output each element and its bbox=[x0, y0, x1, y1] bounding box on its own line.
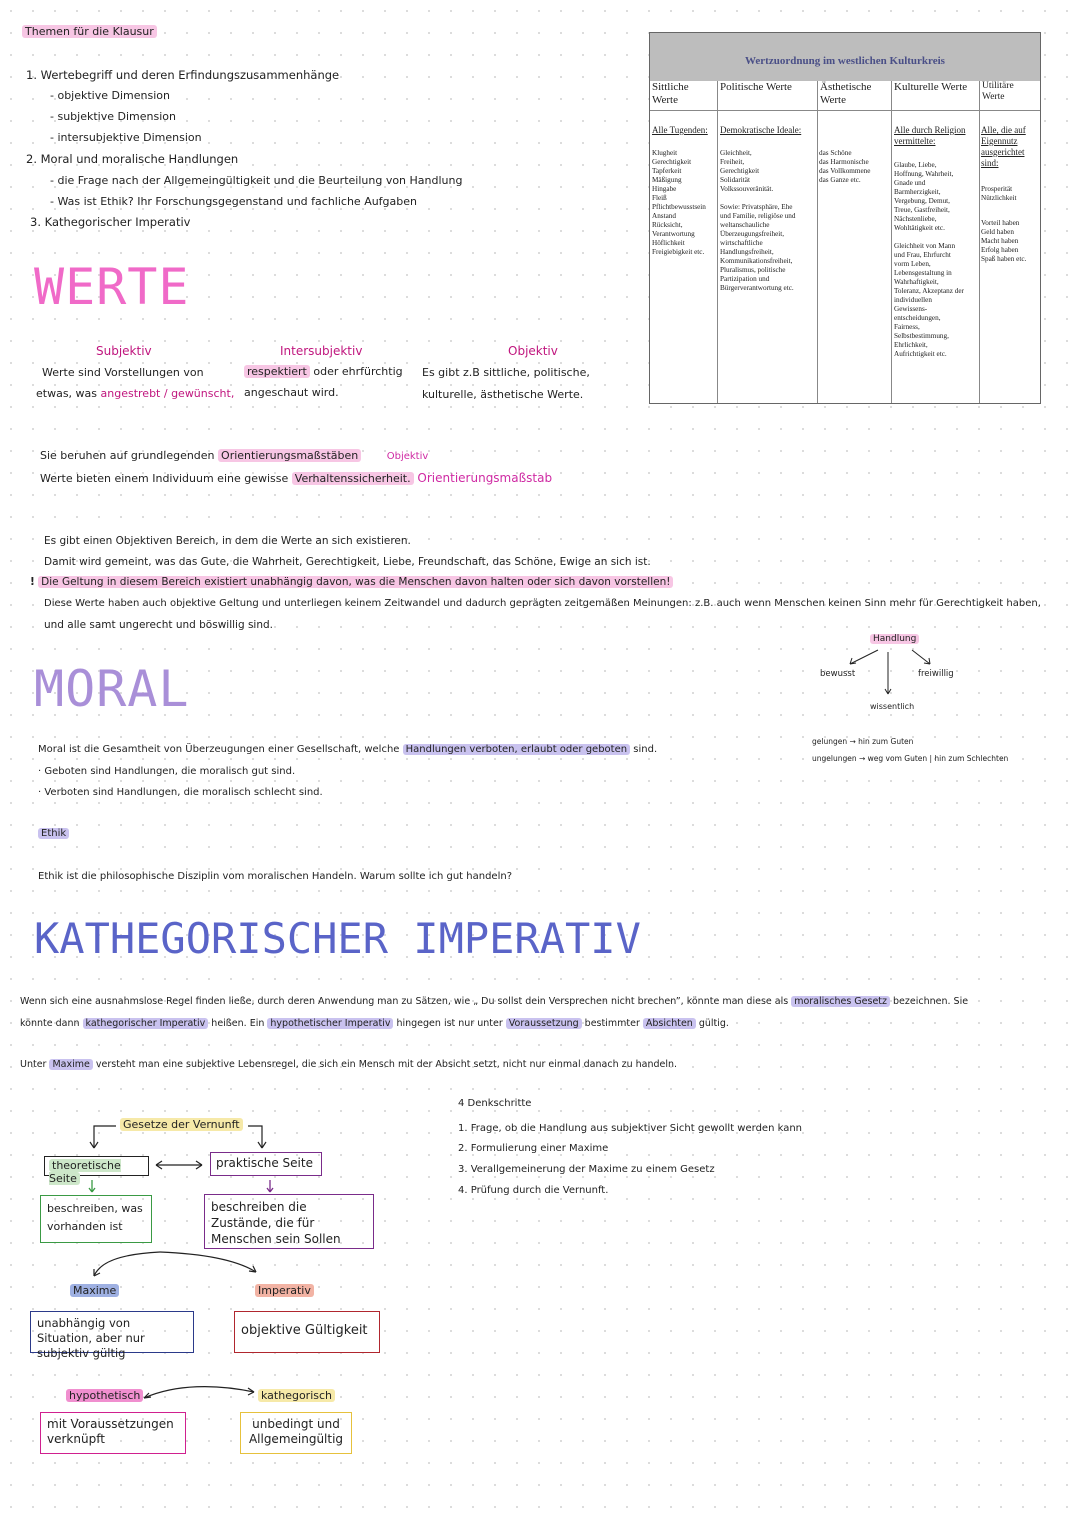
col-utilitaere-values-a: Prosperität Nützlichkeit bbox=[981, 185, 1017, 202]
denkschritte-title: 4 Denkschritte bbox=[458, 1098, 532, 1109]
imperativ-tag: Imperativ bbox=[255, 1284, 314, 1297]
topic-1: 1. Wertebegriff und deren Erfindungszusammenhänge bbox=[26, 68, 340, 82]
topic-1b: - subjektive Dimension bbox=[50, 110, 176, 123]
handlung-bewusst: bewusst bbox=[820, 669, 856, 679]
prak-desc-box: beschreiben die Zustände, die für Menschen sein Sollen bbox=[204, 1194, 374, 1249]
intersubjektiv-label: Intersubjektiv bbox=[280, 344, 363, 358]
moral-definition: Moral ist die Gesamtheit von Überzeugungen einer Gesellschaft, welche Handlungen verboten, erlaubt oder geboten sind. bbox=[38, 744, 658, 755]
werte-title: WERTE bbox=[34, 258, 190, 316]
handlung-ungelungen: ungelungen → weg vom Guten | hin zum Schlechten bbox=[812, 754, 1009, 763]
denkschritt-1: 1. Frage, ob die Handlung aus subjektiver Sicht gewollt werden kann bbox=[458, 1123, 803, 1134]
topic-1c: - intersubjektive Dimension bbox=[50, 131, 202, 144]
ethik-tag: Ethik bbox=[38, 828, 69, 839]
denkschritt-4: 4. Prüfung durch die Vernunft. bbox=[458, 1185, 609, 1196]
subjektiv-label: Subjektiv bbox=[96, 344, 152, 358]
hypothetisch-tag: hypothetisch bbox=[66, 1389, 143, 1402]
denkschritt-3: 3. Verallgemeinerung der Maxime zu einem Gesetz bbox=[458, 1164, 715, 1175]
moral-verboten: · Verboten sind Handlungen, die moralisch schlecht sind. bbox=[38, 787, 323, 798]
hypo-kath-arrow bbox=[136, 1380, 260, 1408]
topic-2a: - die Frage nach der Allgemeingültigkeit und die Beurteilung von Handlung bbox=[50, 174, 463, 187]
werte-table bbox=[649, 32, 1041, 404]
obj-paragraph-1: Es gibt einen Objektiven Bereich, in dem die Werte an sich existieren. bbox=[44, 535, 411, 547]
handlung-wissentlich: wissentlich bbox=[870, 702, 915, 711]
basis-line2: Werte bieten einem Individuum eine gewisse Verhaltenssicherheit. Orientierungsmaßstab bbox=[40, 471, 553, 485]
obj-paragraph-3: ! Die Geltung in diesem Bereich existiert unabhängig davon, was die Menschen davon halten oder sich davon vorstellen! bbox=[30, 576, 673, 588]
basis-line1: Sie beruhen auf grundlegenden Orientierungsmaßstäben Objektiv bbox=[40, 449, 429, 462]
topic-3: 3. Kathegorischer Imperativ bbox=[30, 215, 191, 229]
sub-kulturelle: Alle durch Religion vermittelte: bbox=[894, 125, 966, 146]
hypo-desc-box: mit Voraussetzungen verknüpft bbox=[40, 1412, 186, 1454]
obj-paragraph-4: Diese Werte haben auch objektive Geltung und unterliegen keinem Zeitwandel und dadurch geprägten zeitgemäßen Meinungen: z.B. auch wenn Menschen keinen Sinn mehr für Gerechtigkeit haben, bbox=[44, 598, 1041, 609]
theo-prak-arrow bbox=[152, 1156, 208, 1176]
handlung-node: Handlung bbox=[870, 634, 919, 644]
obj-paragraph-2: Damit wird gemeint, was das Gute, die Wahrheit, Gerechtigkeit, Liebe, Freundschaft, das Schöne, Ewige an sich ist. bbox=[44, 556, 651, 568]
objektiv-label: Objektiv bbox=[508, 344, 558, 358]
col-kulturelle-values: Glaube, Liebe, Hoffnung, Wahrheit, Gnade und Barmherzigkeit, Vergebung, Demut, Treue, Gastfreiheit, Nächstenliebe, Wohltätigkeit etc. Gleichheit von Mann und Frau, Ehrfurcht vorm Leben, Lebensgestaltung in Wahrhaftigkeit, Toleranz, Akzeptanz der individuellen Gewissens- entscheidungen, Fairness, Selbstbestimmung, Ehrlichkeit, Aufrichtigkeit etc. bbox=[894, 161, 964, 358]
topic-2: 2. Moral und moralische Handlungen bbox=[26, 152, 239, 166]
col-politische-values: Gleichheit, Freiheit, Gerechtigkeit Solidarität Volkssouveränität. Sowie: Privatsphäre, Ehe und Familie, religiöse und weltanschauliche Überzeugungsfreiheit, wirtschaftliche Handlungsfreiheit, Kommunikationsfreiheit, Pluralismus, politische Partizipation und Bürgerverantwortung etc. bbox=[720, 149, 796, 292]
col-aesthetische-values: das Schöne das Harmonische das Vollkommene das Ganze etc. bbox=[819, 149, 871, 184]
kathegorisch-tag: kathegorisch bbox=[258, 1389, 335, 1402]
col-header-utilitaere: Utilitäre Werte bbox=[980, 81, 1040, 109]
ki-title: KATHEGORISCHER IMPERATIV bbox=[34, 914, 641, 963]
theo-desc-box: beschreiben, was vorhanden ist bbox=[40, 1195, 152, 1243]
col-header-politische: Politische Werte bbox=[718, 81, 819, 109]
objektiv-line2: kulturelle, ästhetische Werte. bbox=[422, 388, 584, 401]
theoretische-seite-box: theoretische Seite bbox=[44, 1156, 149, 1176]
ethik-definition: Ethik ist die philosophische Disziplin vom moralischen Handeln. Warum sollte ich gut handeln? bbox=[38, 871, 513, 882]
maxime-desc-box: unabhängig von Situation, aber nur subjektiv gültig bbox=[30, 1311, 194, 1353]
praktische-seite-box: praktische Seite bbox=[210, 1152, 322, 1176]
imperativ-desc-box: objektive Gültigkeit bbox=[234, 1311, 380, 1353]
handlung-gelungen: gelungen → hin zum Guten bbox=[812, 737, 914, 746]
sub-utilitaere: Alle, die auf Eigennutz ausgerichtet sind: bbox=[981, 125, 1026, 168]
intersubjektiv-line2: angeschaut wird. bbox=[244, 386, 339, 399]
gesetze-label: Gesetze der Vernunft bbox=[120, 1118, 243, 1131]
col-utilitaere-values-b: Vorteil haben Geld haben Macht haben Erfolg haben Spaß haben etc. bbox=[981, 219, 1027, 263]
col-header-sittliche: Sittliche Werte bbox=[650, 81, 719, 109]
topic-2b: - Was ist Ethik? Ihr Forschungsgegenstand und fachliche Aufgaben bbox=[50, 195, 418, 208]
maxime-tag: Maxime bbox=[70, 1284, 119, 1297]
topic-1a: - objektive Dimension bbox=[50, 89, 170, 102]
ki-paragraph-1: Wenn sich eine ausnahmslose Regel finden ließe, durch deren Anwendung man zu Sätzen, wie „ Du sollst dein Versprechen nicht brechen”, könnte man diese als moralisches Gesetz bezeichnen. Sie bbox=[20, 996, 969, 1007]
sub-politische: Demokratische Ideale: bbox=[720, 125, 802, 135]
kath-desc-box: unbedingt und Allgemeingültig bbox=[240, 1412, 352, 1454]
subjektiv-line1: Werte sind Vorstellungen von bbox=[42, 366, 204, 379]
denkschritt-2: 2. Formulierung einer Maxime bbox=[458, 1143, 609, 1154]
table-title: Wertzuordnung im westlichen Kulturkreis bbox=[745, 55, 945, 67]
objektiv-line1: Es gibt z.B sittliche, politische, bbox=[422, 366, 590, 379]
subjektiv-line2: etwas, was angestrebt / gewünscht, bbox=[36, 387, 235, 400]
moral-title: MORAL bbox=[34, 660, 190, 718]
moral-geboten: · Geboten sind Handlungen, die moralisch gut sind. bbox=[38, 766, 296, 777]
header-tag: Themen für die Klausur bbox=[22, 25, 157, 38]
col-header-kulturelle: Kulturelle Werte bbox=[892, 81, 981, 109]
col-header-aesthetische: Ästhetische Werte bbox=[818, 81, 893, 109]
intersubjektiv-line1: respektiert oder ehrfürchtig bbox=[244, 365, 403, 378]
obj-paragraph-5: und alle samt ungerecht und böswillig sind. bbox=[44, 619, 274, 631]
gesetze-arrows bbox=[80, 1118, 280, 1154]
split-arrows bbox=[80, 1248, 280, 1284]
col-sittliche-values: Klugheit Gerechtigkeit Tapferkeit Mäßigung Hingabe Fleiß Pflichtbewusstsein Anstand Rücksicht, Verantwortung Höflichkeit Freigiebigkeit etc. bbox=[652, 149, 706, 256]
ki-paragraph-3: Unter Maxime versteht man eine subjektive Lebensregel, die sich ein Mensch mit der Absicht setzt, nicht nur einmal danach zu handeln. bbox=[20, 1059, 678, 1070]
handlung-freiwillig: freiwillig bbox=[918, 669, 954, 679]
sub-sittliche: Alle Tugenden: bbox=[652, 125, 708, 135]
ki-paragraph-2: könnte dann kathegorischer Imperativ heißen. Ein hypothetischer Imperativ hingegen ist nur unter Voraussetzung bestimmter Absichten gültig. bbox=[20, 1018, 729, 1029]
